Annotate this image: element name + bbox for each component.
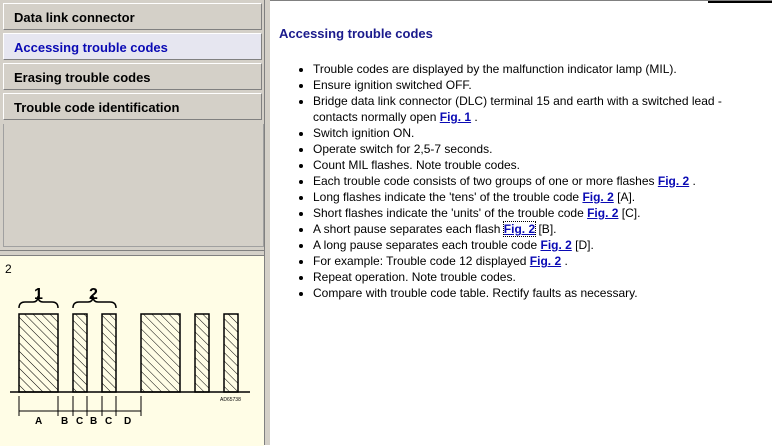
- content-pane: [270, 0, 772, 446]
- step-text: Each trouble code consists of two groups of one or more flashes: [313, 174, 658, 188]
- step-text: Compare with trouble code table. Rectify faults as necessary.: [313, 286, 638, 300]
- list-item: [313, 237, 768, 253]
- list-item: [313, 253, 768, 269]
- page-title: Accessing trouble codes: [279, 26, 433, 41]
- nav-item-trouble-code-identification[interactable]: Trouble code identification: [3, 93, 262, 120]
- step-text: Bridge data link connector (DLC) terminal 15 and earth with a switched lead - contacts normally open: [313, 94, 722, 124]
- figure-code: AD65738: [220, 397, 241, 403]
- list-item: [313, 189, 768, 205]
- step-text-suffix: [A].: [613, 190, 636, 204]
- segment-label-d: D: [124, 416, 132, 427]
- flash-short-3: [195, 314, 209, 392]
- segment-label-b2: B: [90, 416, 98, 427]
- step-text: Operate switch for 2,5-7 seconds.: [313, 142, 493, 156]
- step-text: A long pause separates each trouble code: [313, 238, 541, 252]
- figure-link[interactable]: Fig. 2: [540, 238, 572, 252]
- list-item: [313, 269, 768, 285]
- flash-short-4: [224, 314, 238, 392]
- flash-long-2: [141, 314, 180, 392]
- step-text: Short flashes indicate the 'units' of the trouble code: [313, 206, 588, 220]
- step-text: Count MIL flashes. Note trouble codes.: [313, 158, 520, 172]
- step-text-suffix: .: [689, 174, 696, 188]
- figure-link[interactable]: Fig. 2: [503, 222, 536, 236]
- list-item: [313, 285, 768, 301]
- flash-short-1: [73, 314, 87, 392]
- step-text: Ensure ignition switched OFF.: [313, 78, 472, 92]
- step-text-suffix: [B].: [535, 222, 557, 236]
- segment-label-b1: B: [61, 416, 69, 427]
- step-text: For example: Trouble code 12 displayed: [313, 254, 530, 268]
- figure-number: 2: [5, 262, 12, 276]
- step-text: Repeat operation. Note trouble codes.: [313, 270, 516, 284]
- figure-link[interactable]: Fig. 1: [439, 110, 472, 124]
- list-item: [313, 77, 768, 93]
- list-item: [313, 221, 768, 237]
- nav-panel-empty: [3, 124, 264, 247]
- step-text-suffix: [C].: [618, 206, 641, 220]
- flash-long-1: [19, 314, 58, 392]
- segment-label-c1: C: [76, 416, 84, 427]
- group-label-2: 2: [89, 286, 98, 303]
- list-item: [313, 93, 768, 125]
- list-item: [313, 125, 768, 141]
- flash-diagram: [0, 256, 264, 446]
- step-text-suffix: .: [561, 254, 568, 268]
- list-item: [313, 173, 768, 189]
- segment-label-a: A: [35, 416, 43, 427]
- figure-link[interactable]: Fig. 2: [587, 206, 619, 220]
- group-label-1: 1: [34, 286, 43, 303]
- step-text-suffix: [D].: [571, 238, 594, 252]
- tab-indicator: [708, 1, 772, 3]
- step-text: Trouble codes are displayed by the malfunction indicator lamp (MIL).: [313, 62, 677, 76]
- flash-short-2: [102, 314, 116, 392]
- nav-item-erasing-trouble-codes[interactable]: Erasing trouble codes: [3, 63, 262, 90]
- figure-link[interactable]: Fig. 2: [582, 190, 614, 204]
- list-item: [313, 61, 768, 77]
- figure-panel: [0, 255, 264, 446]
- list-item: [313, 205, 768, 221]
- step-text: A short pause separates each flash: [313, 222, 504, 236]
- segment-label-c2: C: [105, 416, 113, 427]
- list-item: [313, 141, 768, 157]
- figure-link[interactable]: Fig. 2: [657, 174, 690, 188]
- nav-item-data-link-connector[interactable]: Data link connector: [3, 3, 262, 30]
- instruction-list: [279, 61, 768, 301]
- step-text-suffix: .: [471, 110, 478, 124]
- left-pane: [0, 0, 266, 445]
- step-text: Switch ignition ON.: [313, 126, 415, 140]
- nav-item-accessing-trouble-codes[interactable]: Accessing trouble codes: [3, 33, 262, 60]
- step-text: Long flashes indicate the 'tens' of the trouble code: [313, 190, 583, 204]
- figure-link[interactable]: Fig. 2: [529, 254, 562, 268]
- list-item: [313, 157, 768, 173]
